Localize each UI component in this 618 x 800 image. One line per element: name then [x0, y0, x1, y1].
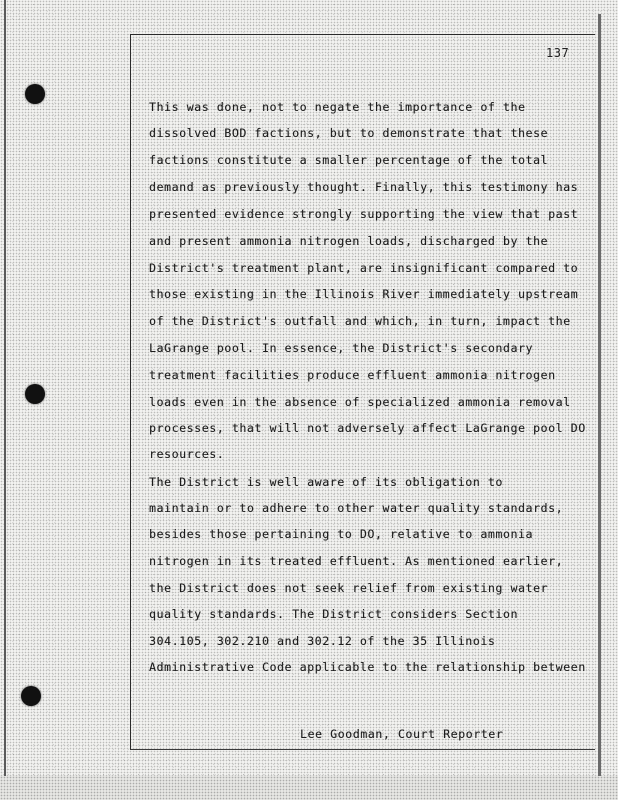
transcript-line: LaGrange pool. In essence, the District's secondary — [149, 341, 534, 355]
transcript-line: treatment facilities produce effluent ammonia nitrogen — [149, 368, 556, 382]
page-right-edge — [598, 14, 601, 784]
transcript-line: quality standards. The District considers Section — [149, 607, 518, 621]
transcript-line: The District is well aware of its obligation to — [149, 475, 503, 489]
transcript-line: demand as previously thought. Finally, this testimony has — [149, 180, 579, 194]
transcript-line: This was done, not to negate the importance of the — [149, 100, 526, 114]
page-bottom-edge — [0, 776, 618, 800]
binder-hole-middle — [25, 384, 45, 404]
transcript-line: processes, that will not adversely affect LaGrange pool DO — [149, 421, 586, 435]
transcript-line: and present ammonia nitrogen loads, discharged by the — [149, 234, 549, 248]
transcript-line: those existing in the Illinois River immediately upstream — [149, 287, 579, 301]
transcript-line: resources. — [149, 447, 225, 461]
page-left-edge — [4, 0, 6, 780]
transcript-line: District's treatment plant, are insignificant compared to — [149, 261, 579, 275]
page-number: 137 — [546, 46, 570, 60]
transcript-line: besides those pertaining to DO, relative to ammonia — [149, 527, 534, 541]
binder-hole-top — [25, 84, 45, 104]
transcript-line: of the District's outfall and which, in turn, impact the — [149, 314, 571, 328]
transcript-line: presented evidence strongly supporting the view that past — [149, 207, 579, 221]
transcript-line: the District does not seek relief from existing water — [149, 581, 549, 595]
binder-hole-bottom — [21, 686, 41, 706]
transcript-line: maintain or to adhere to other water quality standards, — [149, 501, 564, 515]
transcript-line: dissolved BOD factions, but to demonstrate that these — [149, 126, 549, 140]
transcript-line: factions constitute a smaller percentage of the total — [149, 153, 549, 167]
transcript-line: loads even in the absence of specialized ammonia removal — [149, 395, 571, 409]
court-reporter-footer: Lee Goodman, Court Reporter — [300, 727, 504, 741]
transcript-line: 304.105, 302.210 and 302.12 of the 35 Illinois — [149, 634, 496, 648]
transcript-line: nitrogen in its treated effluent. As mentioned earlier, — [149, 554, 564, 568]
transcript-line: Administrative Code applicable to the relationship between — [149, 660, 586, 674]
